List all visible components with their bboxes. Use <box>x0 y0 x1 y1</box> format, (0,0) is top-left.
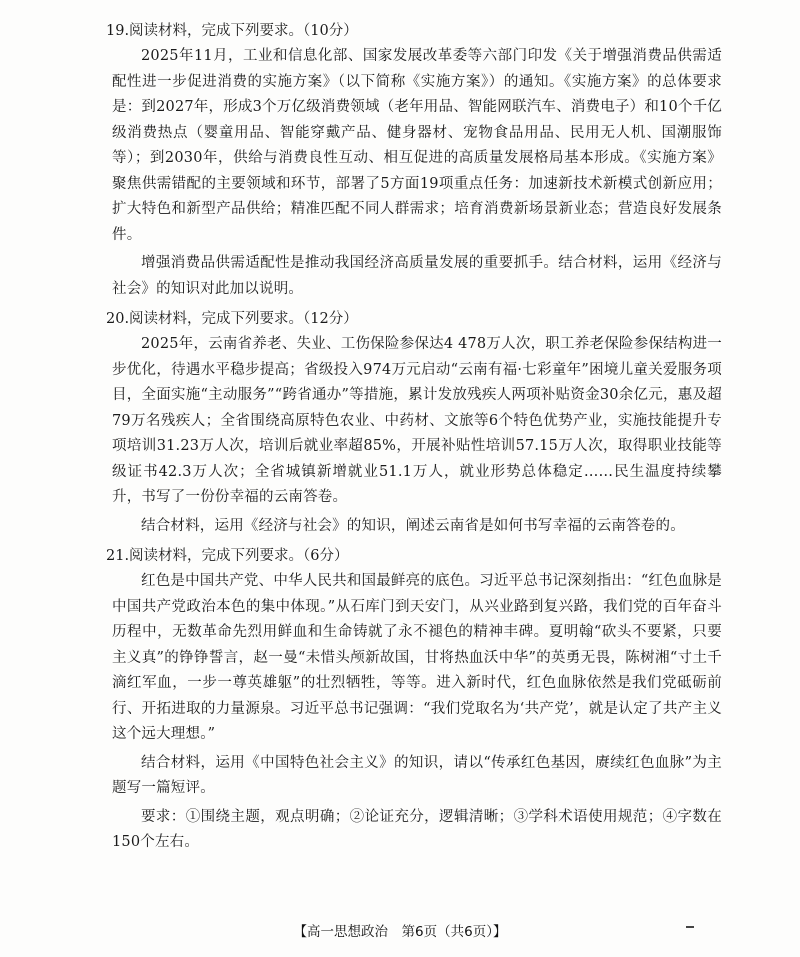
task-paragraph: 结合材料，运用《中国特色社会主义》的知识，请以“传承红色基因，赓续红色血脉”为主题写一篇短评。 <box>112 754 722 796</box>
question-19 <box>106 18 722 302</box>
page-content <box>106 18 722 860</box>
page-footer: 【高一思想政治 第6页（共6页）】 <box>293 924 507 940</box>
material-paragraph: 红色是中国共产党、中华人民共和国最鲜亮的底色。习近平总书记深刻指出：“红色血脉是中国共产党政治本色的集中体现。”从石库门到天安门，从兴业路到复兴路，我们党的百年奋斗历程中，无数革命先烈用鲜血和生命铸就了永不褪色的精神丰碑。夏明翰“砍头不要紧，只要主义真”的铮铮誓言，赵一曼“未惜头颅新故国，甘将热血沃中华”的英勇无畏，陈树湘“寸土千滴红军血，一步一尊英雄躯”的壮烈牺牲，等等。进入新时代，红色血脉依然是我们党砥砺前行、开拓进取的力量源泉。习近平总书记强调：“我们党取名为‘共产党’，就是认定了共产主义这个远大理想。” <box>112 573 722 742</box>
question-20 <box>106 306 722 539</box>
requirements-paragraph: 要求：①围绕主题，观点明确；②论证充分，逻辑清晰；③学科术语使用规范；④字数在150个左右。 <box>112 808 722 850</box>
question-heading: 19.阅读材料，完成下列要求。（10分） <box>106 23 358 39</box>
material-paragraph: 2025年，云南省养老、失业、工伤保险参保达4 478万人次，职工养老保险参保结构进一步优化，待遇水平稳步提高；省级投入974万元启动“云南有福·七彩童年”困境儿童关爱服务项目，全面实施“主动服务”“跨省通办”等措施，累计发放残疾人两项补贴资金30余亿元，惠及超79万名残疾人；全省围绕高原特色农业、中药材、文旅等6个特色优势产业，实施技能提升专项培训31.23万人次，培训后就业率超85%，开展补贴性培训57.15万人次，取得职业技能等级证书42.3万人次；全省城镇新增就业51.1万人，就业形势总体稳定……民生温度持续攀升，书写了一份份幸福的云南答卷。 <box>112 336 722 505</box>
task-paragraph: 结合材料，运用《经济与社会》的知识，阐述云南省是如何书写幸福的云南答卷的。 <box>141 517 685 534</box>
question-heading: 20.阅读材料，完成下列要求。（12分） <box>106 311 358 327</box>
question-heading: 21.阅读材料，完成下列要求。（6分） <box>106 548 349 564</box>
corner-mark <box>686 926 694 928</box>
material-paragraph: 2025年11月，工业和信息化部、国家发展改革委等六部门印发《关于增强消费品供需适配性进一步促进消费的实施方案》（以下简称《实施方案》）的通知。《实施方案》的总体要求是：到2027年，形成3个万亿级消费领域（老年用品、智能网联汽车、消费电子）和10个千亿级消费热点（婴童用品、智能穿戴产品、健身器材、宠物食品用品、民用无人机、国潮服饰等）；到2030年，供给与消费良性互动、相互促进的高质量发展格局基本形成。《实施方案》聚焦供需错配的主要领域和环节，部署了5方面19项重点任务：加速新技术新模式创新应用；扩大特色和新型产品供给；精准匹配不同人群需求；培育消费新场景新业态；营造良好发展条件。 <box>112 48 722 243</box>
question-21 <box>106 543 722 856</box>
task-paragraph: 增强消费品供需适配性是推动我国经济高质量发展的重要抓手。结合材料，运用《经济与社会》的知识对此加以说明。 <box>112 255 722 297</box>
